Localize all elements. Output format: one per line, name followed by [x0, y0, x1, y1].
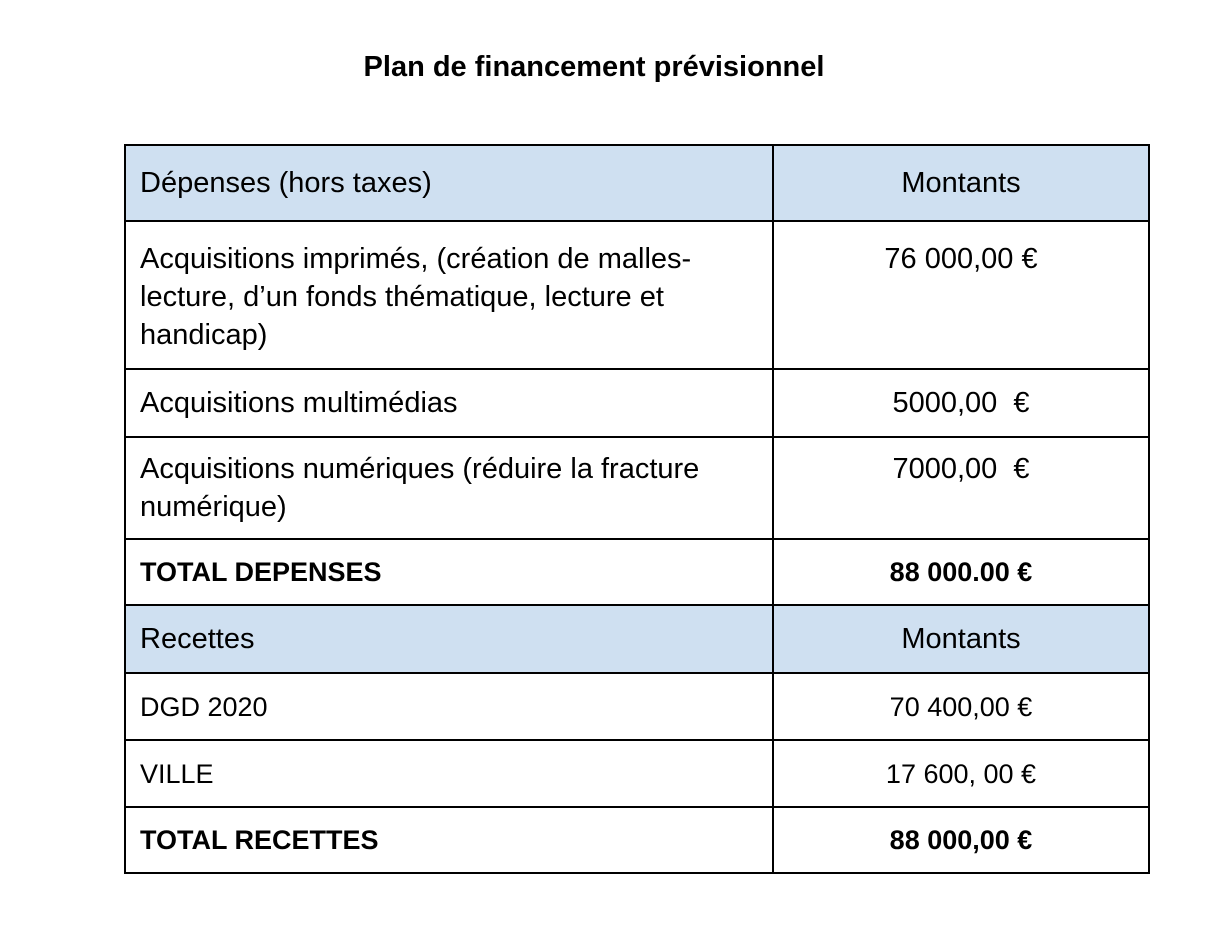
- expenses-total-row: [125, 539, 1149, 605]
- financing-table: [124, 144, 1150, 874]
- table-row: [125, 221, 1149, 369]
- revenue-amount: 17 600, 00 €: [773, 740, 1149, 807]
- expenses-total-amount: 88 000.00 €: [773, 539, 1149, 605]
- expenses-header-label: Dépenses (hors taxes): [125, 145, 773, 221]
- table-row: [125, 740, 1149, 807]
- revenues-header-amount: Montants: [773, 605, 1149, 673]
- revenues-total-label: TOTAL RECETTES: [125, 807, 773, 873]
- expense-amount: 5000,00 €: [773, 369, 1149, 437]
- revenues-total-row: [125, 807, 1149, 873]
- revenue-label: DGD 2020: [125, 673, 773, 740]
- revenue-label: VILLE: [125, 740, 773, 807]
- expense-label: Acquisitions multimédias: [125, 369, 773, 437]
- expense-label: Acquisitions imprimés, (création de malles-lecture, d’un fonds thématique, lecture et handicap): [125, 221, 773, 369]
- expenses-total-label: TOTAL DEPENSES: [125, 539, 773, 605]
- table-row: [125, 437, 1149, 539]
- expense-amount: 76 000,00 €: [773, 221, 1149, 369]
- table-row: [125, 673, 1149, 740]
- revenues-total-amount: 88 000,00 €: [773, 807, 1149, 873]
- expense-label: Acquisitions numériques (réduire la fracture numérique): [125, 437, 773, 539]
- expenses-header-amount: Montants: [773, 145, 1149, 221]
- revenue-amount: 70 400,00 €: [773, 673, 1149, 740]
- table-row: [125, 369, 1149, 437]
- expense-amount: 7000,00 €: [773, 437, 1149, 539]
- revenues-header-label: Recettes: [125, 605, 773, 673]
- revenues-header-row: [125, 605, 1149, 673]
- page-title: Plan de financement prévisionnel: [363, 51, 825, 83]
- expenses-header-row: [125, 145, 1149, 221]
